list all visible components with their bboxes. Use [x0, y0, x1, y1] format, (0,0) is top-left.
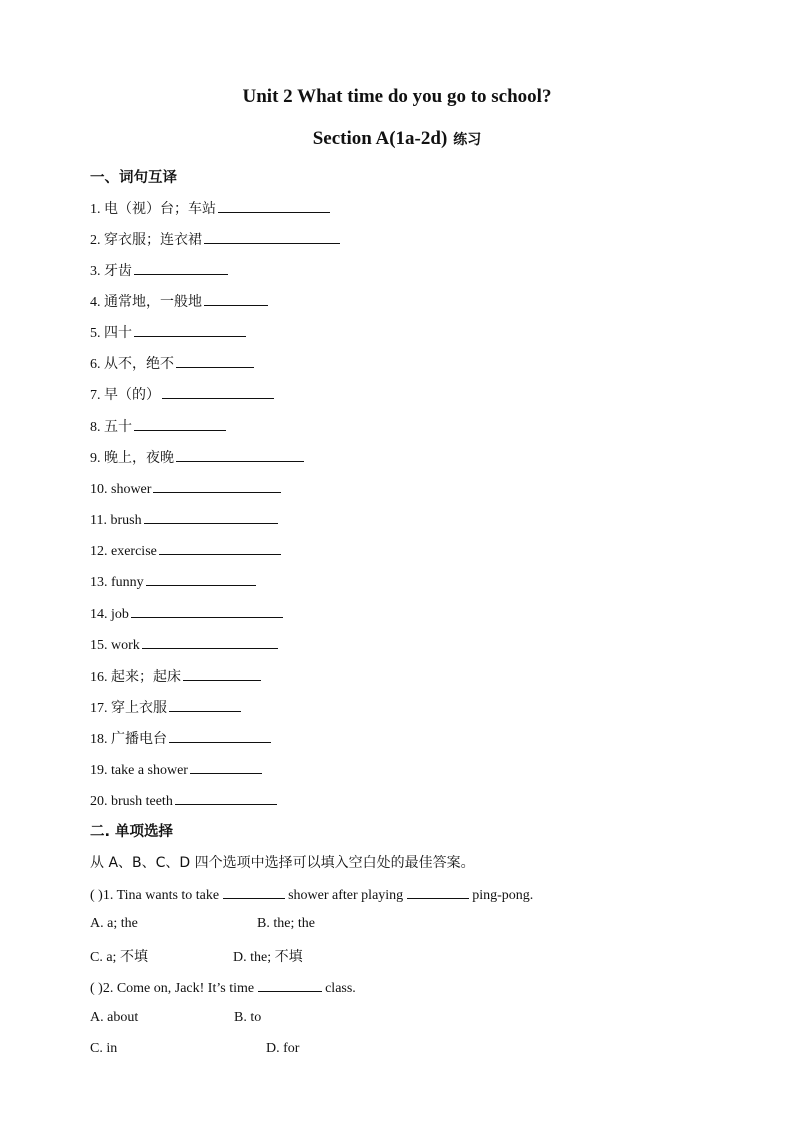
translation-item [90, 791, 277, 810]
answer-blank[interactable] [134, 417, 226, 431]
q2-part2: class. [325, 981, 356, 996]
item-number: 12. [90, 544, 111, 559]
page-subtitle [0, 128, 794, 150]
q2-option-b[interactable]: B. to [234, 1010, 262, 1025]
item-number: 11. [90, 513, 111, 528]
q2-option-d[interactable]: D. for [266, 1041, 300, 1056]
translation-item [90, 447, 304, 467]
item-text: 牙齿 [104, 263, 132, 279]
answer-blank[interactable] [144, 510, 278, 524]
item-number: 17. [90, 701, 111, 716]
answer-blank[interactable] [204, 292, 268, 306]
translation-item [90, 760, 262, 779]
item-text: take a shower [111, 763, 188, 778]
translation-item [90, 416, 226, 436]
item-text: brush [110, 513, 142, 528]
item-number: 20. [90, 794, 111, 809]
translation-item [90, 353, 254, 373]
translation-item [90, 322, 246, 342]
item-text: work [111, 638, 140, 653]
answer-blank[interactable] [176, 448, 304, 462]
translation-item [90, 384, 274, 404]
item-text: job [111, 607, 129, 622]
answer-bracket[interactable]: ( ) [90, 888, 103, 903]
q1-part1: 1. Tina wants to take [102, 888, 220, 903]
item-text: 电（视）台；车站 [104, 201, 216, 217]
item-number: 1. [90, 202, 104, 217]
item-number: 3. [90, 264, 104, 279]
q2-option-c[interactable]: C. in [90, 1041, 118, 1056]
translation-item [90, 604, 283, 623]
item-number: 9. [90, 451, 104, 466]
translation-item [90, 229, 340, 249]
item-number: 19. [90, 763, 111, 778]
q1-part2: shower after playing [288, 888, 404, 903]
item-number: 8. [90, 420, 104, 435]
item-text: 晚上，夜晚 [104, 450, 174, 466]
answer-blank[interactable] [183, 667, 261, 681]
answer-blank[interactable] [146, 572, 256, 586]
translation-item [90, 635, 278, 654]
item-text: 早（的） [104, 387, 160, 403]
subtitle-en: Section A(1a-2d) [312, 128, 448, 149]
answer-blank[interactable] [204, 230, 340, 244]
q1-option-c[interactable]: C. a; 不填 [90, 950, 148, 965]
translation-item [90, 572, 256, 591]
item-text: 穿上衣服 [111, 700, 167, 716]
answer-blank[interactable] [134, 261, 228, 275]
item-number: 16. [90, 670, 111, 685]
item-text: funny [111, 575, 144, 590]
q1-option-a[interactable]: A. a; the [90, 916, 138, 931]
item-number: 6. [90, 357, 104, 372]
item-text: 从不，绝不 [104, 356, 174, 372]
section1-heading: 一、词句互译 [90, 170, 177, 186]
answer-blank[interactable] [159, 541, 281, 555]
item-number: 15. [90, 638, 111, 653]
answer-blank[interactable] [169, 729, 271, 743]
q2-part1: 2. Come on, Jack! It’s time [102, 981, 255, 996]
answer-blank[interactable] [142, 635, 278, 649]
translation-item [90, 291, 268, 311]
item-text: shower [111, 482, 152, 497]
answer-blank[interactable] [176, 354, 254, 368]
question-2 [90, 978, 356, 997]
q1-part3: ping-pong. [472, 888, 534, 903]
answer-blank[interactable] [175, 791, 277, 805]
item-text: exercise [111, 544, 157, 559]
answer-blank[interactable] [134, 323, 246, 337]
section2-heading: 二. 单项选择 [90, 824, 174, 840]
item-number: 5. [90, 326, 104, 341]
item-text: 穿衣服；连衣裙 [104, 232, 202, 248]
item-number: 2. [90, 233, 104, 248]
section2-instruction: 从 A、B、C、D 四个选项中选择可以填入空白处的最佳答案。 [90, 855, 475, 871]
answer-blank[interactable] [218, 199, 330, 213]
translation-item [90, 198, 330, 218]
answer-blank[interactable] [162, 385, 274, 399]
translation-item [90, 479, 281, 498]
translation-item [90, 666, 261, 686]
item-text: 四十 [104, 325, 132, 341]
fill-blank[interactable] [258, 978, 322, 992]
item-text: 五十 [104, 419, 132, 435]
translation-item [90, 260, 228, 280]
question-1 [90, 885, 533, 904]
translation-item [90, 541, 281, 560]
q1-option-d[interactable]: D. the; 不填 [233, 950, 303, 965]
answer-blank[interactable] [153, 479, 281, 493]
item-number: 7. [90, 388, 104, 403]
translation-item [90, 697, 241, 717]
item-number: 10. [90, 482, 111, 497]
page-title: Unit 2 What time do you go to school? [242, 86, 552, 107]
q1-option-b[interactable]: B. the; the [257, 916, 315, 931]
q2-option-a[interactable]: A. about [90, 1010, 139, 1025]
answer-bracket[interactable]: ( ) [90, 981, 103, 996]
answer-blank[interactable] [190, 760, 262, 774]
answer-blank[interactable] [169, 698, 241, 712]
item-text: 起来；起床 [111, 669, 181, 685]
translation-item [90, 510, 278, 529]
item-number: 13. [90, 575, 111, 590]
answer-blank[interactable] [131, 604, 283, 618]
item-text: 广播电台 [111, 731, 167, 747]
subtitle-cn: 练习 [453, 132, 482, 148]
item-text: brush teeth [111, 794, 173, 809]
fill-blank[interactable] [407, 885, 469, 899]
translation-item [90, 728, 271, 748]
item-number: 4. [90, 295, 104, 310]
fill-blank[interactable] [223, 885, 285, 899]
item-number: 14. [90, 607, 111, 622]
item-number: 18. [90, 732, 111, 747]
item-text: 通常地，一般地 [104, 294, 202, 310]
